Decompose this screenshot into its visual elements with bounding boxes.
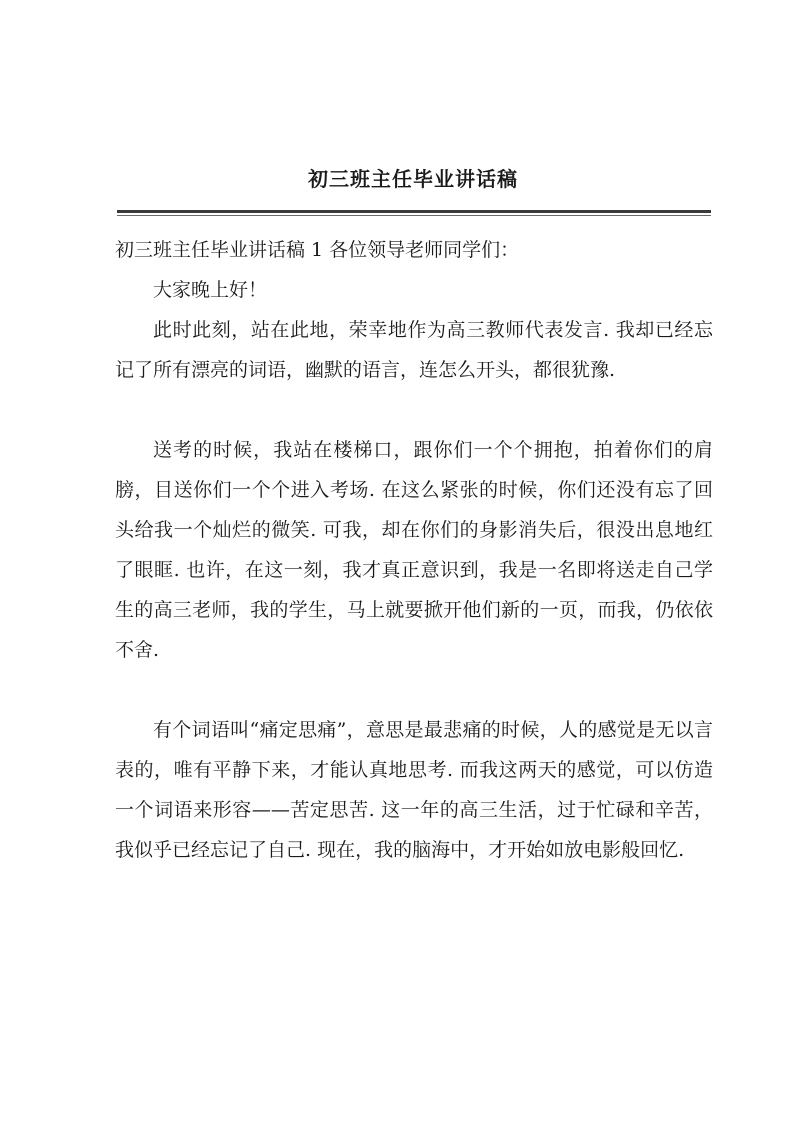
body-paragraph: 此时此刻，站在此地，荣幸地作为高三教师代表发言. 我却已经忘记了所有漂亮的词语，幽默的语言，连怎么开头，都很犹豫. [115,319,713,381]
body-paragraph: 送考的时候，我站在楼梯口，跟你们一个个拥抱，拍着你们的肩膀，目送你们一个个进入考场. 在这么紧张的时候，你们还没有忘了回头给我一个灿烂的微笑. 可我，却在你们的身影消失后，很没出息地红了眼眶. 也许，在这一刻，我才真正意识到，我是一名即将送走自己学生的高三老师，我的学生，马上就要掀开他们新的一页，而我，仍依依不舍. [115,439,713,661]
body-paragraph: 有个词语叫“痛定思痛”，意思是最悲痛的时候，人的感觉是无以言表的，唯有平静下来，才能认真地思考. 而我这两天的感觉，可以仿造一个词语来形容——苦定思苦. 这一年的高三生活，过于忙碌和辛苦，我似乎已经忘记了自己. 现在，我的脑海中，才开始如放电影般回忆. [115,719,713,861]
document-title: 初三班主任毕业讲话稿 [308,167,518,191]
document-body [115,230,713,870]
title-divider-thick [117,210,711,213]
greeting-paragraph: 大家晚上好！ [153,279,268,301]
salutation-paragraph: 初三班主任毕业讲话稿 1 各位领导老师同学们： [115,239,520,261]
title-divider-thin [117,215,711,216]
